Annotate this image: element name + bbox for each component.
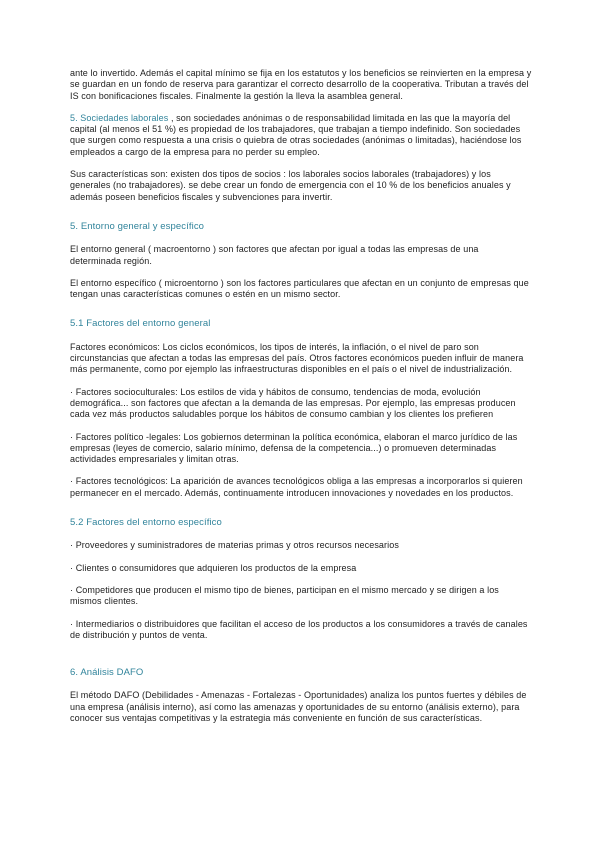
paragraph-sociedades-laborales [70, 113, 532, 158]
heading-factores-entorno-general: 5.1 Factores del entorno general [70, 318, 211, 330]
bullet-proveedores: · Proveedores y suministradores de materias primas y otros recursos necesarios [70, 540, 399, 551]
inline-heading-sociedades-laborales: 5. Sociedades laborales [70, 112, 169, 123]
heading-entorno-general-y-especifico: 5. Entorno general y específico [70, 220, 205, 232]
paragraph-entorno-especifico: El entorno específico ( microentorno ) son los factores particulares que afectan en un conjunto de empresas que tengan unas características comunes o estén en un mismo sector. [70, 277, 529, 300]
heading-analisis-dafo: 6. Análisis DAFO [70, 667, 144, 679]
bullet-factores-politico-legales: · Factores político -legales: Los gobiernos determinan la política económica, elaboran el marco jurídico de las empresas (leyes de comercio, salario mínimo, defensa de la competencia...) o promueven determinadas actividades empresariales y limitan otras. [70, 431, 518, 465]
paragraph-caracteristicas-socios: Sus características son: existen dos tipos de socios : los laborales socios laborales (trabajadores) y los generales (no trabajadores). se debe crear un fondo de emergencia con el 10 % de los beneficios anuales y además poseen beneficios fiscales y subvenciones para invertir. [70, 169, 511, 202]
paragraph-metodo-dafo: El método DAFO (Debilidades - Amenazas - Fortalezas - Oportunidades) analiza los puntos fuertes y débiles de una empresa (análisis interno), así como las amenazas y oportunidades de su entorno (análisis externo), para conocer sus ventajas competitivas y la estrategia más conveniente en función de sus características. [70, 690, 527, 723]
heading-factores-entorno-especifico: 5.2 Factores del entorno específico [70, 517, 222, 529]
paragraph-cooperativa-continuation: ante lo invertido. Además el capital mínimo se fija en los estatutos y los beneficios se reinvierten en la empresa y se guardan en un fondo de reserva para garantizar el correcto desarrollo de la cooperativa. Tributan a través del IS con bonificaciones fiscales. Finalmente la gestión la lleva la asamblea general. [70, 68, 532, 101]
bullet-factores-tecnologicos: · Factores tecnológicos: La aparición de avances tecnológicos obliga a las empresas a incorporarlos si quieren permanecer en el mercado. Además, continuamente introducen innovaciones y novedades en los productos. [70, 476, 523, 498]
bullet-factores-socioculturales: · Factores socioculturales: Los estilos de vida y hábitos de consumo, tendencias de moda, evolución demográfica... son factores que afectan a la demanda de las empresas. Por ejemplo, las empresas producen cada vez más productos saludables porque los hábitos de consumo cambian y los clientes los prefieren [70, 386, 516, 420]
paragraph-factores-economicos: Factores económicos: Los ciclos económicos, los tipos de interés, la inflación, o el nivel de paro son circunstancias que afectan a todas las empresas del país. Otros factores económicos pueden influir de manera más permanente, como por ejemplo las infraestructuras disponibles en el país o el nivel de industrialización. [70, 341, 524, 375]
bullet-competidores: · Competidores que producen el mismo tipo de bienes, participan en el mismo mercado y se dirigen a los mismos clientes. [70, 584, 499, 607]
bullet-clientes: · Clientes o consumidores que adquieren los productos de la empresa [70, 562, 357, 573]
bullet-intermediarios: · Intermediarios o distribuidores que facilitan el acceso de los productos a los consumidores a través de canales de distribución y puntos de venta. [70, 618, 528, 640]
paragraph-entorno-general: El entorno general ( macroentorno ) son factores que afectan por igual a todas las empresas de una determinada región. [70, 244, 479, 266]
paragraph-sociedades-laborales-text: , son sociedades anónimas o de responsabilidad limitada en las que la mayoría del capital (al menos el 51 %) es propiedad de los trabajadores, que trabajan a tiempo indefinido. Son sociedades que surgen como respuesta a una crisis o quiebra de otras sociedades (anónimas o limitadas), haciéndose los empleados a cargo de la empresa para no perder su empleo. [70, 112, 522, 157]
